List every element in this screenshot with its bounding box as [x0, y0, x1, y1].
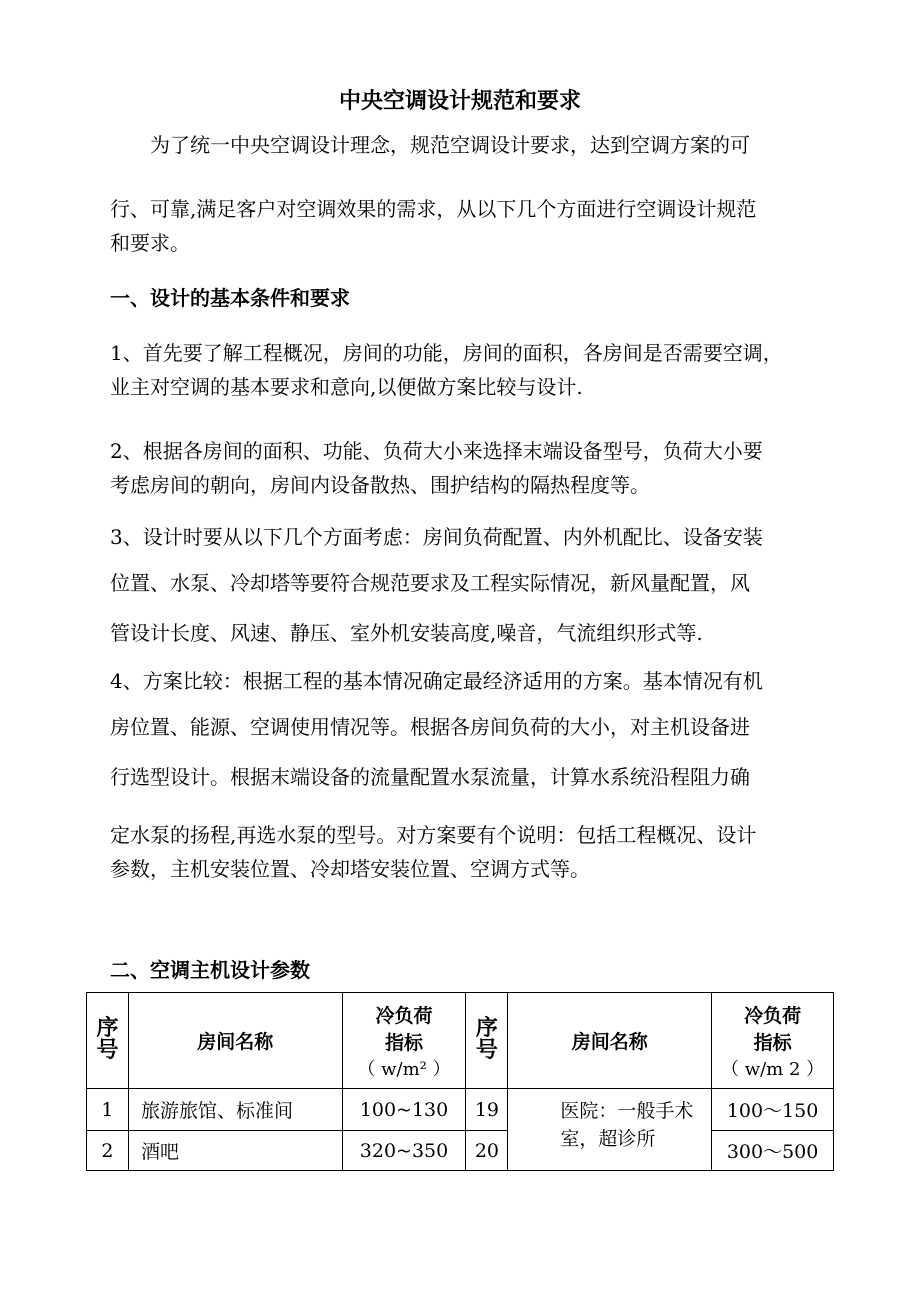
- cell-seq: 1: [87, 1089, 129, 1131]
- page-title: 中央空调设计规范和要求: [338, 89, 581, 114]
- cell-load: 300～500: [712, 1131, 834, 1171]
- item-4-line: 行选型设计。根据末端设备的流量配置水泵流量，计算水系统沿程阻力确: [110, 765, 750, 789]
- intro-paragraph-line: 为了统一中央空调设计理念，规范空调设计要求，达到空调方案的可: [150, 133, 750, 157]
- header-load-right: 冷负荷 指标 （ w/m 2 ）: [712, 993, 834, 1089]
- header-seq-right: 序号: [466, 993, 508, 1089]
- header-seq-left: 序号: [87, 993, 129, 1089]
- item-4-line: 4、方案比较：根据工程的基本情况确定最经济适用的方案。基本情况有机: [110, 669, 763, 693]
- cell-room: 酒吧: [128, 1131, 342, 1171]
- cell-room: 旅游旅馆、标准间: [128, 1089, 342, 1131]
- item-3-line: 位置、水泵、冷却塔等要符合规范要求及工程实际情况，新风量配置，风: [110, 571, 750, 595]
- section-heading-2: 二、空调主机设计参数: [110, 958, 310, 982]
- item-1-line: 业主对空调的基本要求和意向,以便做方案比较与设计.: [110, 375, 583, 399]
- item-2-line: 2、根据各房间的面积、功能、负荷大小来选择末端设备型号，负荷大小要: [110, 439, 763, 463]
- section-heading-1: 一、设计的基本条件和要求: [110, 286, 350, 310]
- intro-paragraph-line: 和要求。: [110, 231, 190, 255]
- cell-seq: 2: [87, 1131, 129, 1171]
- header-room-right: 房间名称: [508, 993, 712, 1089]
- intro-paragraph-line: 行、可靠,满足客户对空调效果的需求，从以下几个方面进行空调设计规范: [110, 197, 757, 221]
- cell-load: 100~130: [342, 1089, 466, 1131]
- table-header-row: [87, 993, 834, 1089]
- cell-load: 320~350: [342, 1131, 466, 1171]
- cell-load: 100～150: [712, 1089, 834, 1131]
- cell-seq: 19: [466, 1089, 508, 1131]
- item-3-line: 管设计长度、风速、静压、室外机安装高度,噪音，气流组织形式等.: [110, 621, 703, 645]
- item-3-line: 3、设计时要从以下几个方面考虑：房间负荷配置、内外机配比、设备安装: [110, 525, 763, 549]
- item-4-line: 房位置、能源、空调使用情况等。根据各房间负荷的大小，对主机设备进: [110, 715, 750, 739]
- item-4-line: 定水泵的扬程,再选水泵的型号。对方案要有个说明：包括工程概况、设计: [110, 823, 757, 847]
- cell-room-merged: 医院：一般手术室，超诊所: [508, 1089, 712, 1171]
- item-1-line: 1、首先要了解工程概况，房间的功能，房间的面积，各房间是否需要空调，: [110, 341, 783, 365]
- item-4-line: 参数，主机安装位置、冷却塔安装位置、空调方式等。: [110, 857, 590, 881]
- cell-seq: 20: [466, 1131, 508, 1171]
- table-row: [87, 1089, 834, 1131]
- design-parameter-table: [86, 992, 834, 1171]
- table-row: [87, 1131, 834, 1171]
- header-room-left: 房间名称: [128, 993, 342, 1089]
- header-load-left: 冷负荷 指标 （ w/m² ）: [342, 993, 466, 1089]
- item-2-line: 考虑房间的朝向，房间内设备散热、围护结构的隔热程度等。: [110, 473, 650, 497]
